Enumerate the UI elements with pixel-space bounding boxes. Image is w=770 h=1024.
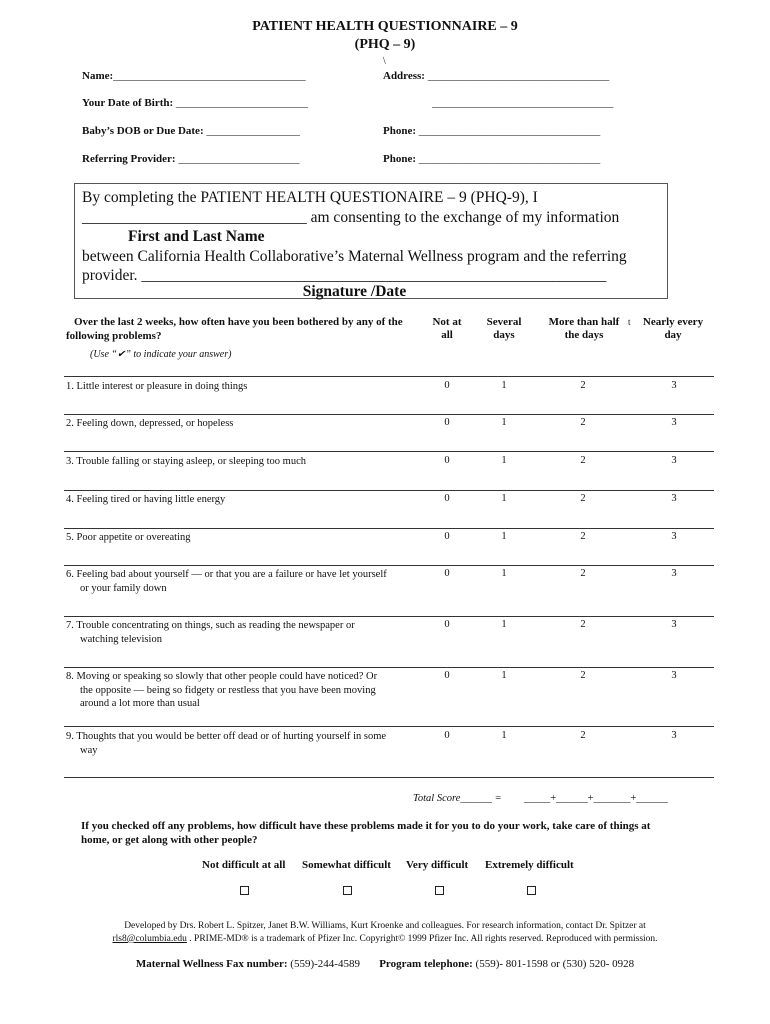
phone-field[interactable] bbox=[383, 125, 600, 137]
checkbox-very-difficult[interactable] bbox=[435, 886, 444, 895]
dob-blank: ________________________ bbox=[175, 97, 308, 109]
provider-field[interactable] bbox=[82, 153, 299, 165]
phone-2-label: Phone: bbox=[383, 153, 416, 165]
credit-line-2-rest: . PRIME-MD® is a trademark of Pfizer Inc. Copyright© 1999 Pfizer Inc. All rights reserved. Reproduced with permission. bbox=[186, 934, 658, 944]
question-line: 2. Feeling down, depressed, or hopeless bbox=[66, 418, 234, 429]
credit-line-1: Developed by Drs. Robert L. Spitzer, Janet B.W. Williams, Kurt Kroenke and colleagues. For research information, contact Dr. Spitzer at bbox=[124, 921, 646, 931]
question-prompt-line-2: following problems? bbox=[66, 330, 162, 342]
score-option-0[interactable]: 0 bbox=[444, 455, 450, 466]
provider-blank: ______________________ bbox=[178, 153, 300, 165]
question-text bbox=[66, 730, 420, 757]
score-option-2[interactable]: 2 bbox=[580, 493, 586, 504]
col-header-nearly-every-day bbox=[636, 316, 710, 342]
col4-line2: day bbox=[664, 329, 682, 341]
question-line-cont: watching television bbox=[80, 633, 162, 645]
address-field[interactable] bbox=[383, 70, 609, 82]
score-option-3[interactable]: 3 bbox=[671, 619, 677, 630]
phone-blank: _________________________________ bbox=[418, 125, 601, 137]
fax-number: (559)-244-4589 bbox=[287, 958, 360, 970]
contact-email-link[interactable]: rls8@columbia.edu bbox=[112, 934, 187, 944]
row-divider bbox=[64, 490, 714, 491]
form-subtitle: (PHQ – 9) bbox=[354, 37, 416, 52]
question-text bbox=[66, 455, 420, 469]
score-option-1[interactable]: 1 bbox=[501, 670, 507, 681]
difficulty-option-very: Very difficult bbox=[406, 859, 469, 871]
question-line: 9. Thoughts that you would be better off dead or of hurting yourself in some bbox=[66, 731, 387, 742]
col-header-more-than-half bbox=[534, 316, 634, 342]
score-option-1[interactable]: 1 bbox=[501, 730, 507, 741]
baby-dob-blank: _________________ bbox=[206, 125, 300, 137]
score-option-0[interactable]: 0 bbox=[444, 730, 450, 741]
question-text bbox=[66, 380, 420, 394]
provider-label: Referring Provider: bbox=[82, 153, 176, 165]
score-option-2[interactable]: 2 bbox=[580, 670, 586, 681]
score-option-2[interactable]: 2 bbox=[580, 455, 586, 466]
baby-dob-label: Baby’s DOB or Due Date: bbox=[82, 125, 204, 137]
question-text bbox=[66, 417, 420, 431]
consent-signature-caption: Signature /Date bbox=[302, 282, 407, 300]
consent-line-2[interactable]: _____________________________ am consenting to the exchange of my information bbox=[82, 208, 620, 226]
difficulty-option-not-difficult: Not difficult at all bbox=[202, 859, 286, 871]
stray-mark: \ bbox=[383, 56, 386, 67]
score-option-0[interactable]: 0 bbox=[444, 619, 450, 630]
row-divider bbox=[64, 616, 714, 617]
score-option-1[interactable]: 1 bbox=[501, 619, 507, 630]
score-option-3[interactable]: 3 bbox=[671, 380, 677, 391]
question-line: 3. Trouble falling or staying asleep, or sleeping too much bbox=[66, 456, 307, 467]
question-line: 8. Moving or speaking so slowly that other people could have noticed? Or bbox=[66, 671, 378, 682]
name-field[interactable] bbox=[82, 70, 306, 82]
program-phone-label: Program telephone: bbox=[379, 958, 473, 970]
score-option-3[interactable]: 3 bbox=[671, 455, 677, 466]
col1-line1: Not at bbox=[432, 316, 462, 328]
phone-label: Phone: bbox=[383, 125, 416, 137]
checkbox-not-difficult[interactable] bbox=[240, 886, 249, 895]
question-line: 6. Feeling bad about yourself — or that you are a failure or have let yourself bbox=[66, 569, 387, 580]
score-option-0[interactable]: 0 bbox=[444, 417, 450, 428]
program-phone-number: (559)- 801-1598 or (530) 520- 0928 bbox=[472, 958, 635, 970]
question-line: 1. Little interest or pleasure in doing things bbox=[66, 381, 248, 392]
score-option-1[interactable]: 1 bbox=[501, 493, 507, 504]
question-line: 5. Poor appetite or overeating bbox=[66, 532, 191, 543]
question-line-cont: around a lot more than usual bbox=[80, 698, 200, 709]
question-hint: (Use “✔” to indicate your answer) bbox=[90, 349, 232, 360]
fax-label: Maternal Wellness Fax number: bbox=[135, 958, 288, 970]
row-divider bbox=[64, 528, 714, 529]
difficulty-option-somewhat: Somewhat difficult bbox=[302, 859, 391, 871]
question-text bbox=[66, 619, 420, 646]
phone-2-field[interactable] bbox=[383, 153, 600, 165]
score-option-2[interactable]: 2 bbox=[580, 568, 586, 579]
col-header-several-days bbox=[474, 316, 534, 342]
phone-2-blank: _________________________________ bbox=[418, 153, 601, 165]
checkbox-extremely-difficult[interactable] bbox=[527, 886, 536, 895]
question-line-cont: or your family down bbox=[80, 582, 167, 594]
question-text bbox=[66, 670, 420, 711]
score-option-1[interactable]: 1 bbox=[501, 417, 507, 428]
row-divider bbox=[64, 414, 714, 415]
score-option-0[interactable]: 0 bbox=[444, 568, 450, 579]
score-option-3[interactable]: 3 bbox=[671, 670, 677, 681]
score-option-2[interactable]: 2 bbox=[580, 380, 586, 391]
baby-dob-field[interactable] bbox=[82, 125, 300, 137]
score-option-3[interactable]: 3 bbox=[671, 493, 677, 504]
address-blank: _________________________________ bbox=[427, 70, 610, 82]
difficulty-option-extremely: Extremely difficult bbox=[485, 859, 574, 871]
row-divider bbox=[64, 777, 714, 778]
question-line-cont: the opposite — being so fidgety or restless that you have been moving bbox=[80, 684, 376, 696]
form-title: PATIENT HEALTH QUESTIONNAIRE – 9 bbox=[252, 19, 518, 34]
col2-line1: Several bbox=[486, 316, 522, 328]
total-score-field[interactable] bbox=[413, 793, 502, 804]
col-header-not-at-all bbox=[418, 316, 476, 342]
score-option-2[interactable]: 2 bbox=[580, 417, 586, 428]
total-score-blanks[interactable]: _____+______+_______+______ bbox=[524, 793, 668, 804]
score-option-1[interactable]: 1 bbox=[501, 568, 507, 579]
score-option-0[interactable]: 0 bbox=[444, 380, 450, 391]
contact-line bbox=[0, 958, 770, 971]
row-divider bbox=[64, 565, 714, 566]
question-text bbox=[66, 531, 420, 545]
question-line: 7. Trouble concentrating on things, such as reading the newspaper or bbox=[66, 620, 355, 631]
dob-label: Your Date of Birth: bbox=[82, 97, 174, 109]
col4-marker: t bbox=[628, 317, 631, 327]
name-blank: ___________________________________ bbox=[113, 70, 306, 82]
row-divider bbox=[64, 667, 714, 668]
score-option-2[interactable]: 2 bbox=[580, 619, 586, 630]
question-prompt-line-1: Over the last 2 weeks, how often have you been bothered by any of the bbox=[74, 316, 403, 328]
address-line2-field[interactable] bbox=[432, 97, 614, 109]
score-option-3[interactable]: 3 bbox=[671, 417, 677, 428]
question-line-cont: way bbox=[80, 744, 98, 756]
difficulty-question bbox=[81, 819, 701, 847]
score-option-3[interactable]: 3 bbox=[671, 730, 677, 741]
address-label: Address: bbox=[383, 70, 425, 82]
score-option-0[interactable]: 0 bbox=[444, 531, 450, 542]
score-option-2[interactable]: 2 bbox=[580, 531, 586, 542]
question-text bbox=[66, 493, 420, 507]
question-line: 4. Feeling tired or having little energy bbox=[66, 494, 226, 505]
score-option-1[interactable]: 1 bbox=[501, 531, 507, 542]
total-score-label: Total Score______ = bbox=[413, 793, 502, 804]
score-option-3[interactable]: 3 bbox=[671, 531, 677, 542]
row-divider bbox=[64, 451, 714, 452]
dob-field[interactable] bbox=[82, 97, 308, 109]
score-option-1[interactable]: 1 bbox=[501, 455, 507, 466]
score-option-0[interactable]: 0 bbox=[444, 493, 450, 504]
col3-line1: More than half bbox=[548, 316, 620, 328]
score-option-2[interactable]: 2 bbox=[580, 730, 586, 741]
consent-line-4: between California Health Collaborative’s Maternal Wellness program and the referring bbox=[82, 247, 627, 265]
score-option-1[interactable]: 1 bbox=[501, 380, 507, 391]
name-label: Name: bbox=[82, 70, 114, 82]
col1-line2: all bbox=[441, 329, 453, 341]
consent-name-caption: First and Last Name bbox=[128, 228, 265, 245]
consent-signature-line[interactable]: provider. ____________________________________________________________ bbox=[82, 267, 607, 284]
credit-line-2 bbox=[0, 933, 770, 946]
row-divider bbox=[64, 726, 714, 727]
checkbox-somewhat-difficult[interactable] bbox=[343, 886, 352, 895]
col3-line2: the days bbox=[564, 329, 604, 341]
score-option-3[interactable]: 3 bbox=[671, 568, 677, 579]
col4-line1: Nearly every bbox=[642, 316, 704, 328]
score-option-0[interactable]: 0 bbox=[444, 670, 450, 681]
question-text bbox=[66, 568, 420, 595]
difficulty-question-line-2: home, or get along with other people? bbox=[81, 834, 258, 846]
consent-box bbox=[74, 183, 668, 299]
col2-line2: days bbox=[493, 329, 515, 341]
row-divider bbox=[64, 376, 714, 377]
difficulty-question-line-1: If you checked off any problems, how difficult have these problems made it for you to do your work, take care of things at bbox=[81, 820, 651, 832]
consent-line-1: By completing the PATIENT HEALTH QUESTIONAIRE – 9 (PHQ-9), I bbox=[82, 189, 538, 206]
address-blank-2: _________________________________ bbox=[432, 97, 614, 109]
